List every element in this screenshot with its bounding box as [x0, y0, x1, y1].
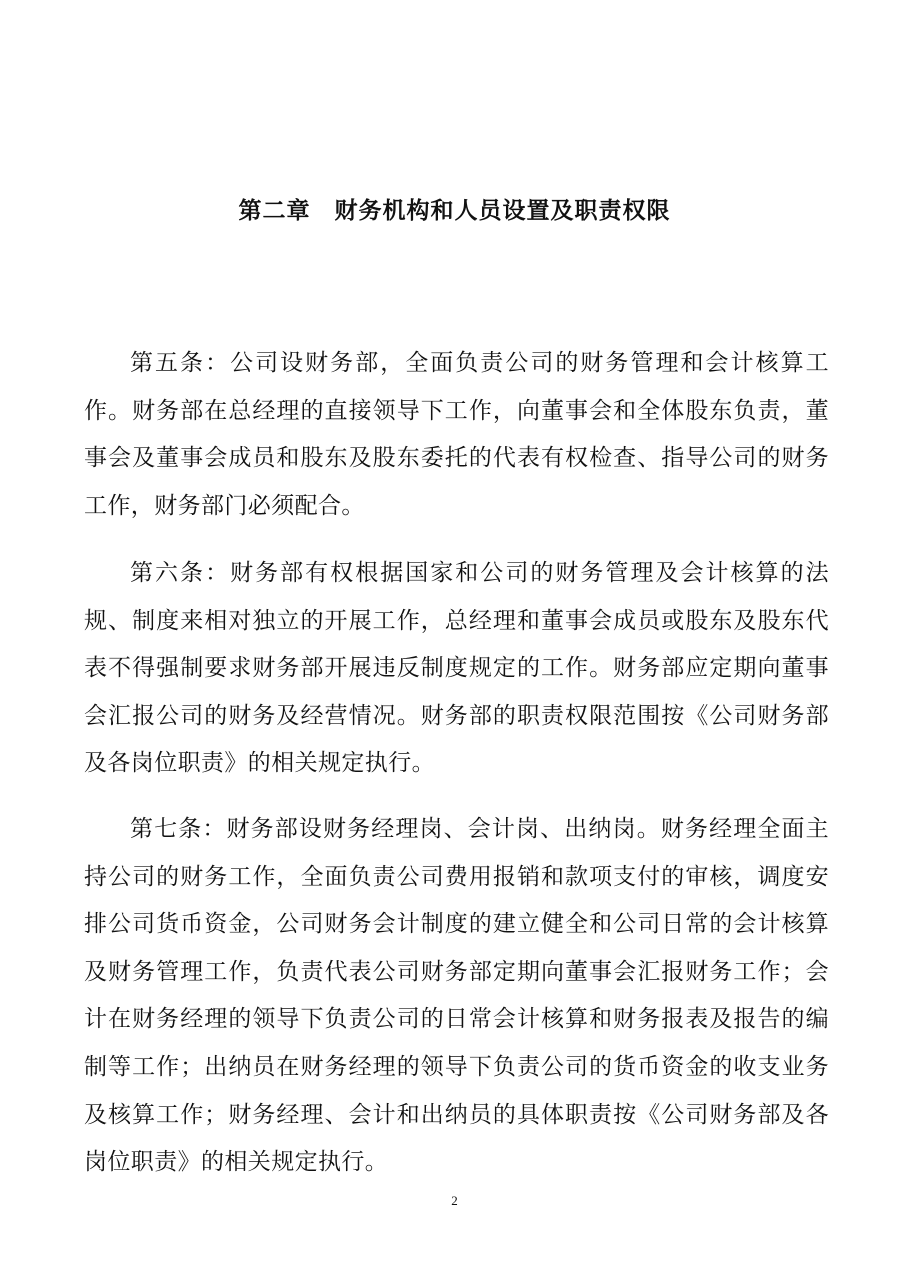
article-7-paragraph: 第七条：财务部设财务经理岗、会计岗、出纳岗。财务经理全面主持公司的财务工作，全面负责公司费用报销和款项支付的审核，调度安排公司货币资金，公司财务会计制度的建立健全和公司日常的会计核算及财务管理工作，负责代表公司财务部定期向董事会汇报财务工作；会计在财务经理的领导下负责公司的日常会计核算和财务报表及报告的编制等工作；出纳员在财务经理的领导下负责公司的货币资金的收支业务及核算工作；财务经理、会计和出纳员的具体职责按《公司财务部及各岗位职责》的相关规定执行。 — [84, 816, 829, 1176]
article-5-paragraph: 第五条：公司设财务部，全面负责公司的财务管理和会计核算工作。财务部在总经理的直接领导下工作，向董事会和全体股东负责，董事会及董事会成员和股东及股东委托的代表有权检查、指导公司的财务工作，财务部门必须配合。 — [84, 350, 829, 519]
article-6-paragraph: 第六条：财务部有权根据国家和公司的财务管理及会计核算的法规、制度来相对独立的开展工作，总经理和董事会成员或股东及股东代表不得强制要求财务部开展违反制度规定的工作。财务部应定期向董事会汇报公司的财务及经营情况。财务部的职责权限范围按《公司财务部及各岗位职责》的相关规定执行。 — [84, 560, 829, 777]
chapter-title: 第二章 财务机构和人员设置及职责权限 — [238, 198, 671, 224]
page-number: 2 — [451, 1193, 458, 1208]
